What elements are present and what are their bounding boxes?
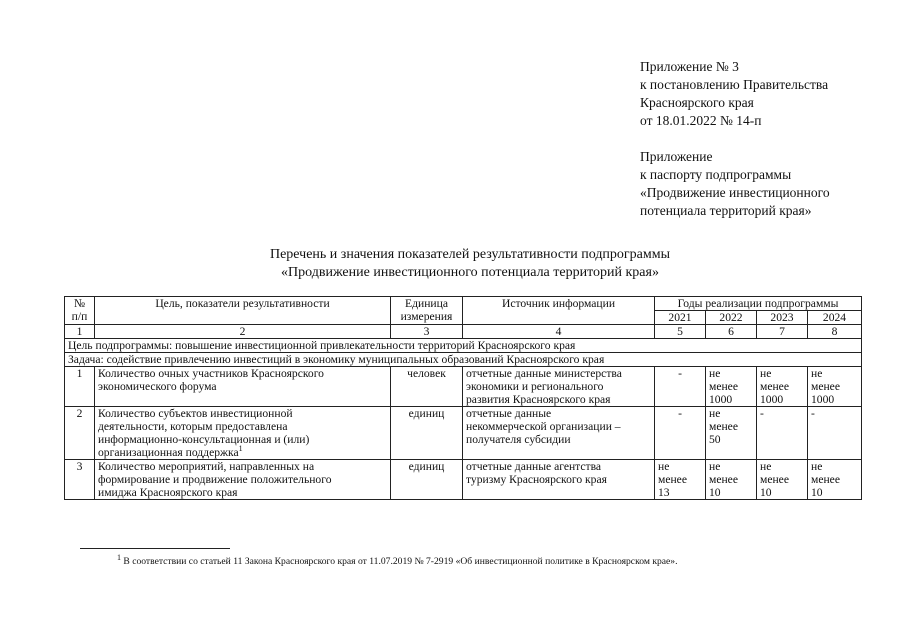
table-header-row <box>65 297 862 311</box>
appendix-line: к паспорту подпрограммы <box>640 167 792 182</box>
table-row <box>65 367 862 407</box>
row-source: отчетные данные агентства туризму Красноярского края <box>463 460 655 500</box>
row-value-2021: - <box>655 407 706 460</box>
row-value-2023: - <box>757 407 808 460</box>
goal-row <box>65 339 862 353</box>
row-unit: единиц <box>391 460 463 500</box>
appendix-line: Приложение <box>640 149 713 164</box>
row-indicator: Количество мероприятий, направленных на формирование и продвижение положительного имиджа Красноярского края <box>95 460 391 500</box>
row-num: 3 <box>65 460 95 500</box>
row-source: отчетные данные министерства экономики и регионального развития Красноярского края <box>463 367 655 407</box>
footnote-mark: 1 <box>117 552 121 562</box>
col-number: 3 <box>391 325 463 339</box>
row-source: отчетные данные некоммерческой организации – получателя субсидии <box>463 407 655 460</box>
row-num: 2 <box>65 407 95 460</box>
row-value-2022: не менее 50 <box>706 407 757 460</box>
row-indicator: Количество субъектов инвестиционной деятельности, которым предоставлена информационно-консультационная и (или) организационная поддержка$^1$ <box>95 407 391 460</box>
row-value-2024: не менее 1000 <box>808 367 862 407</box>
appendix-line: Приложение № 3 <box>640 59 739 74</box>
footnote-ref: 1 <box>238 444 243 454</box>
col-number: 5 <box>655 325 706 339</box>
title-line-2: «Продвижение инвестиционного потенциала территорий края» <box>281 265 659 280</box>
appendix-line: от 18.01.2022 № 14-п <box>640 113 762 128</box>
title-line-1: Перечень и значения показателей результативности подпрограммы <box>269 247 671 262</box>
row-value-2024: - <box>808 407 862 460</box>
appendix-header <box>640 58 890 220</box>
row-value-2024: не менее 10 <box>808 460 862 500</box>
row-indicator: Количество очных участников Красноярского экономического форума <box>95 367 391 407</box>
header-year-2023: 2023 <box>757 311 808 325</box>
row-num: 1 <box>65 367 95 407</box>
col-number: 8 <box>808 325 862 339</box>
row-value-2023: не менее 1000 <box>757 367 808 407</box>
table-row <box>65 407 862 460</box>
task-text: Задача: содействие привлечению инвестиций в экономику муниципальных образований Красноярского края <box>65 353 862 367</box>
col-number: 7 <box>757 325 808 339</box>
row-value-2022: не менее 10 <box>706 460 757 500</box>
row-value-2022: не менее 1000 <box>706 367 757 407</box>
document-title <box>40 246 900 282</box>
goal-text: Цель подпрограммы: повышение инвестиционной привлекательности территорий Красноярского края <box>65 339 862 353</box>
header-goal: Цель, показатели результативности <box>95 297 391 325</box>
header-year-2024: 2024 <box>808 311 862 325</box>
indicators-table <box>64 296 862 500</box>
header-years: Годы реализации подпрограммы <box>655 297 862 311</box>
row-unit: единиц <box>391 407 463 460</box>
col-number: 4 <box>463 325 655 339</box>
footnote-divider <box>80 548 230 549</box>
col-number: 6 <box>706 325 757 339</box>
appendix-line: потенциала территорий края» <box>640 203 812 218</box>
row-value-2021: не менее 13 <box>655 460 706 500</box>
header-year-2021: 2021 <box>655 311 706 325</box>
row-value-2021: - <box>655 367 706 407</box>
header-num: № п/п <box>65 297 95 325</box>
appendix-line: Красноярского края <box>640 95 754 110</box>
header-unit: Единица измерения <box>391 297 463 325</box>
appendix-line: «Продвижение инвестиционного <box>640 185 830 200</box>
col-number: 1 <box>65 325 95 339</box>
header-source: Источник информации <box>463 297 655 325</box>
task-row <box>65 353 862 367</box>
header-year-2022: 2022 <box>706 311 757 325</box>
row-unit: человек <box>391 367 463 407</box>
row-value-2023: не менее 10 <box>757 460 808 500</box>
footnote-text: В соответствии со статьей 11 Закона Красноярского края от 11.07.2019 № 7-2919 «Об инвестиционной политике в Красноярском крае». <box>123 556 678 567</box>
footnote <box>117 552 678 568</box>
col-number: 2 <box>95 325 391 339</box>
table-row <box>65 460 862 500</box>
table-column-numbers-row <box>65 325 862 339</box>
appendix-line: к постановлению Правительства <box>640 77 829 92</box>
